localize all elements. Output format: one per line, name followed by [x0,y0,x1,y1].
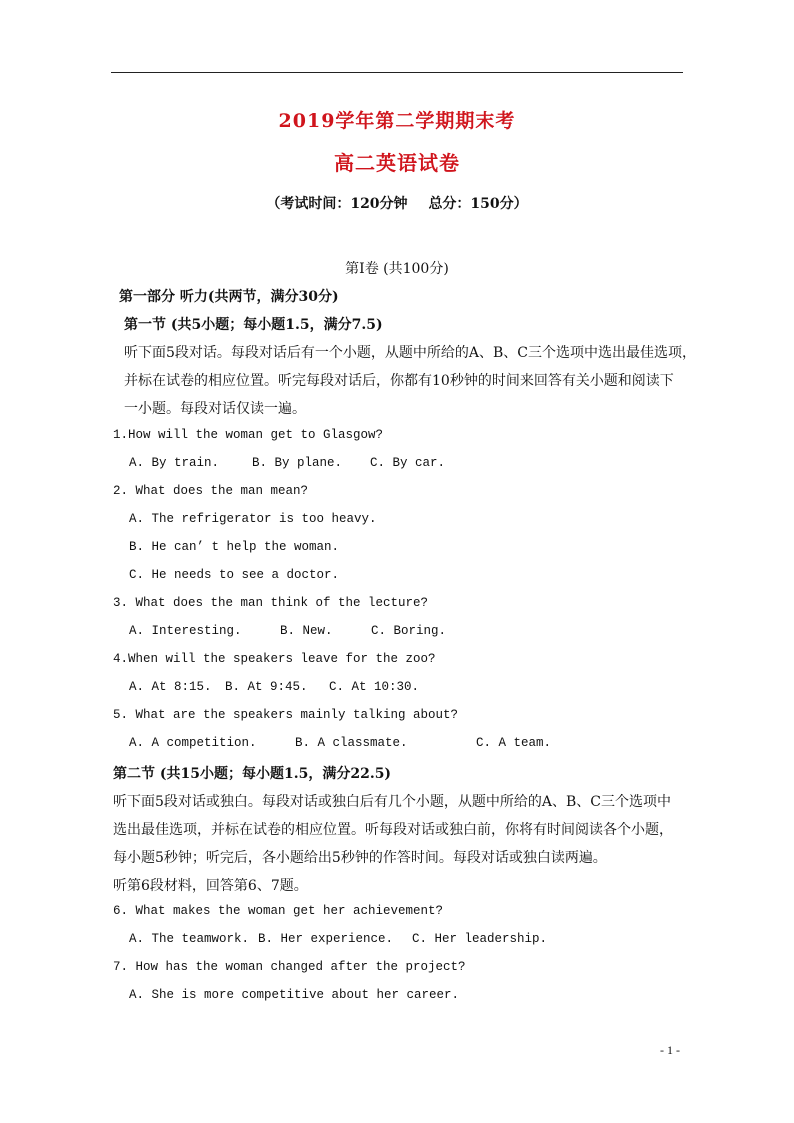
options-row [129,624,446,638]
option-a: A. At 8:15. [129,680,212,694]
volume-heading: 第Ⅰ卷 (共100分) [345,261,449,277]
question-2: 2. What does the man mean? [113,484,309,498]
section1-instruction: 一小题。每段对话仅读一遍。 [124,401,306,417]
option-a: A. Interesting. [129,624,242,638]
options-row [129,456,445,470]
exam-meta [0,193,794,213]
option-b: B. New. [280,624,333,638]
exam-time: （考试时间：120分钟 [266,196,408,212]
question-6: 6. What makes the woman get her achievement? [113,904,444,918]
option-c: C. Boring. [371,624,447,638]
section1-instruction: 并标在试卷的相应位置。听完每段对话后，你都有10秒钟的时间来回答有关小题和阅读下 [124,373,674,389]
option-c: C. By car. [370,456,446,470]
part1-heading: 第一部分 听力(共两节，满分30分) [119,289,339,305]
option-a: A. A competition. [129,736,257,750]
option-b: B. Her experience. [258,932,394,946]
section2-instruction: 选出最佳选项，并标在试卷的相应位置。听每段对话或独白前，你将有时间阅读各个小题， [113,822,673,838]
section2-instruction: 每小题5秒钟；听完后，各小题给出5秒钟的作答时间。每段对话或独白读两遍。 [113,850,607,866]
option-b: B. By plane. [252,456,343,470]
question-5: 5. What are the speakers mainly talking about? [113,708,459,722]
exam-title: 2019学年第二学期期末考 [278,110,516,132]
option-c: C. He needs to see a doctor. [129,568,340,582]
section2-heading: 第二节 (共15小题；每小题1.5，满分22.5) [113,766,392,782]
options-row [129,680,419,694]
option-a: A. The teamwork. [129,932,250,946]
total-score: 总分：150分） [428,196,528,212]
options-row [129,736,551,750]
question-7: 7. How has the woman changed after the project? [113,960,466,974]
option-b: B. He can’ t help the woman. [129,540,340,554]
question-4: 4.When will the speakers leave for the zoo? [113,652,436,666]
option-a: A. By train. [129,456,220,470]
option-c: C. At 10:30. [329,680,420,694]
question-1: 1.How will the woman get to Glasgow? [113,428,384,442]
options-row [129,932,547,946]
exam-subtitle: 高二英语试卷 [334,151,460,175]
section2-instruction: 听下面5段对话或独白。每段对话或独白后有几个小题，从题中所给的A、B、C三个选项中 [113,794,672,810]
option-c: C. Her leadership. [412,932,548,946]
header-rule [111,72,683,73]
option-b: B. At 9:45. [225,680,308,694]
section1-heading: 第一节 (共5小题；每小题1.5，满分7.5) [124,317,383,333]
option-b: B. A classmate. [295,736,408,750]
question-3: 3. What does the man think of the lecture? [113,596,429,610]
option-c: C. A team. [476,736,552,750]
section1-instruction: 听下面5段对话。每段对话后有一个小题，从题中所给的A、B、C三个选项中选出最佳选项， [124,345,697,361]
material-note: 听第6段材料，回答第6、7题。 [113,878,308,894]
page-number: - 1 - [660,1043,680,1057]
option-a: A. The refrigerator is too heavy. [129,512,377,526]
option-a: A. She is more competitive about her career. [129,988,460,1002]
